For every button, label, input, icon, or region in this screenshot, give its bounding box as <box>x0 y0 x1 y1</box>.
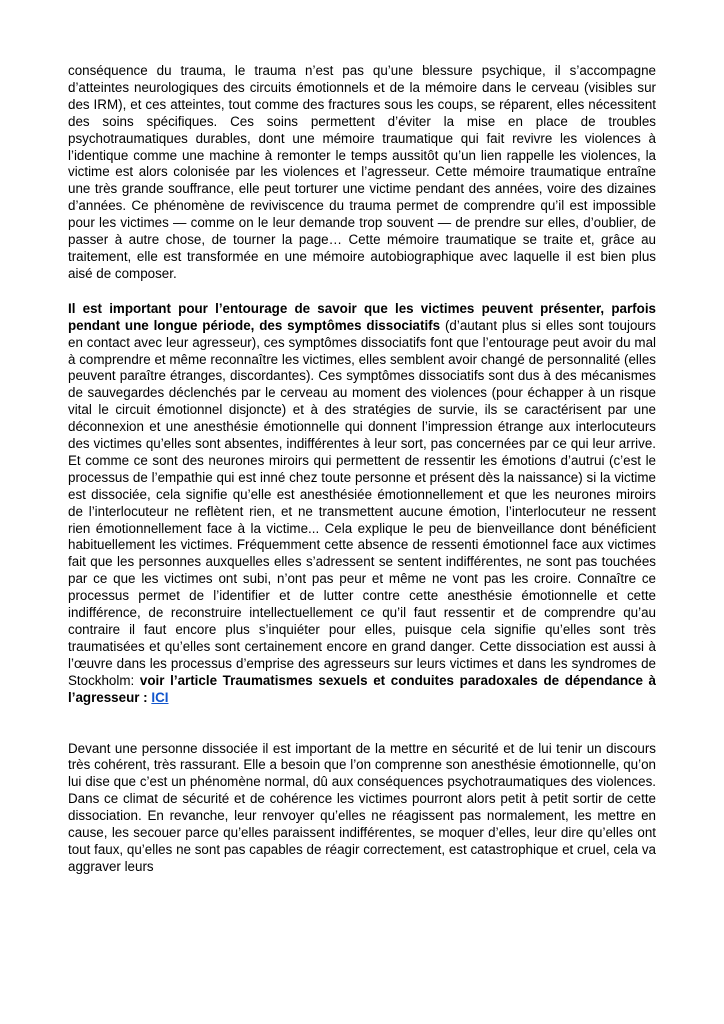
bold-see-article-text: voir l’article Traumatismes sexuels et conduites paradoxales de dépendance à l’agresseur : <box>68 672 656 705</box>
paragraph-dissociative-symptoms <box>68 301 656 707</box>
paragraph-text: conséquence du trauma, le trauma n’est pas qu’une blessure psychique, il s’accompagne d’atteintes neurologiques des circuits émotionnels et de la mémoire dans le cerveau (visibles sur des IRM), et ces atteintes, tout comme des fractures sous les coups, se réparent, elles nécessitent des soins spécifiques. Ces soins permettent d’éviter la mise en place de troubles psychotraumatiques durables, dont une mémoire traumatique qui fait revivre les violences à l’identique comme une machine à remonter le temps aussitôt qu’un lien rappelle les violences, la victime est alors colonisée par les violences et l’agresseur. Cette mémoire traumatique entraîne une très grande souffrance, elle peut torturer une victime pendant des années, voire des dizaines d’années. Ce phénomène de reviviscence du trauma permet de comprendre qu’il est impossible pour les victimes — comme on le leur demande trop souvent — de prendre sur elles, d’oublier, de passer à autre chose, de tourner la page… Cette mémoire traumatique se traite et, grâce au traitement, elle est transformée en une mémoire autobiographique avec laquelle il est bien plus aisé de composer. <box>68 63 656 281</box>
paragraph-advice-dissociated-person <box>68 741 656 876</box>
paragraph-text: Devant une personne dissociée il est important de la mettre en sécurité et de lui tenir un discours très cohérent, très rassurant. Elle a besoin que l’on comprenne son anesthésie émotionnelle, qu’on lui dise que c’est un phénomène normal, dû aux conséquences psychotraumatiques des violences. Dans ce climat de sécurité et de cohérence les victimes pourront alors petit à petit sortir de cette dissociation. En revanche, leur renvoyer qu’elles ne réagissent pas normalement, les mettre en cause, les secouer parce qu’elles paraissent indifférentes, se moquer d’elles, leur dire qu’elles ont tout faux, qu’elles ne sont pas capables de réagir correctement, est catastrophique et cruel, cela va aggraver leurs <box>68 740 656 874</box>
paragraph-trauma-memory <box>68 63 656 283</box>
bold-lead-text: Il est important pour l’entourage de savoir que les victimes peuvent présenter, parfois pendant une longue période, des symptômes dissociatifs <box>68 300 656 333</box>
ici-link[interactable]: ICI <box>151 689 169 705</box>
paragraph-text: (d’autant plus si elles sont toujours en contact avec leur agresseur), ces symptômes dissociatifs font que l’entourage peut avoir du mal à comprendre et même reconnaître les victimes, elles semblent avoir changé de personnalité (elles peuvent paraître étranges, discordantes). Ces symptômes dissociatifs sont dus à des mécanismes de sauvegardes déclenchés par le cerveau au moment des violences (pour échapper à un risque vital le circuit émotionnel disjoncte) et à des stratégies de survie, ils se caractérisent par une déconnexion et une anesthésie émotionnelle qui donnent l’impression étrange aux interlocuteurs des victimes qu’elles sont absentes, indifférentes à leur sort, pas concernées par ce qui leur arrive. Et comme ce sont des neurones miroirs qui permettent de ressentir les émotions d’autrui (c’est le processus de l’empathie qui est inné chez toute personne et présent dès la naissance) si la victime est dissociée, cela signifie qu’elle est anesthésiée émotionnellement et que les neurones miroirs de l’interlocuteur ne reflètent rien, et ne transmettent aucune émotion, l’interlocuteur ne ressent rien émotionnellement face à la victime... Cela explique le peu de bienveillance dont bénéficient habituellement les victimes. Fréquemment cette absence de ressenti émotionnel face aux victimes fait que les personnes auxquelles elles s’adressent se sentent indifférentes, ne sont pas touchées par ce que les victimes ont subi, n’ont pas peur et même ne vont pas les croire. Connaître ce processus permet de l’identifier et de lutter contre cette anesthésie émotionnelle et cette indifférence, de reconstruire intellectuellement ce qu’il faut ressentir et de comprendre qu’au contraire il faut encore plus s’inquiéter pour elles, puisque cela signifie qu’elles sont très traumatisées et qu’elles sont certainement encore en grand danger. Cette dissociation est aussi à l’œuvre dans les processus d’emprise des agresseurs sur leurs victimes et dans les syndromes de Stockholm: <box>68 317 656 688</box>
